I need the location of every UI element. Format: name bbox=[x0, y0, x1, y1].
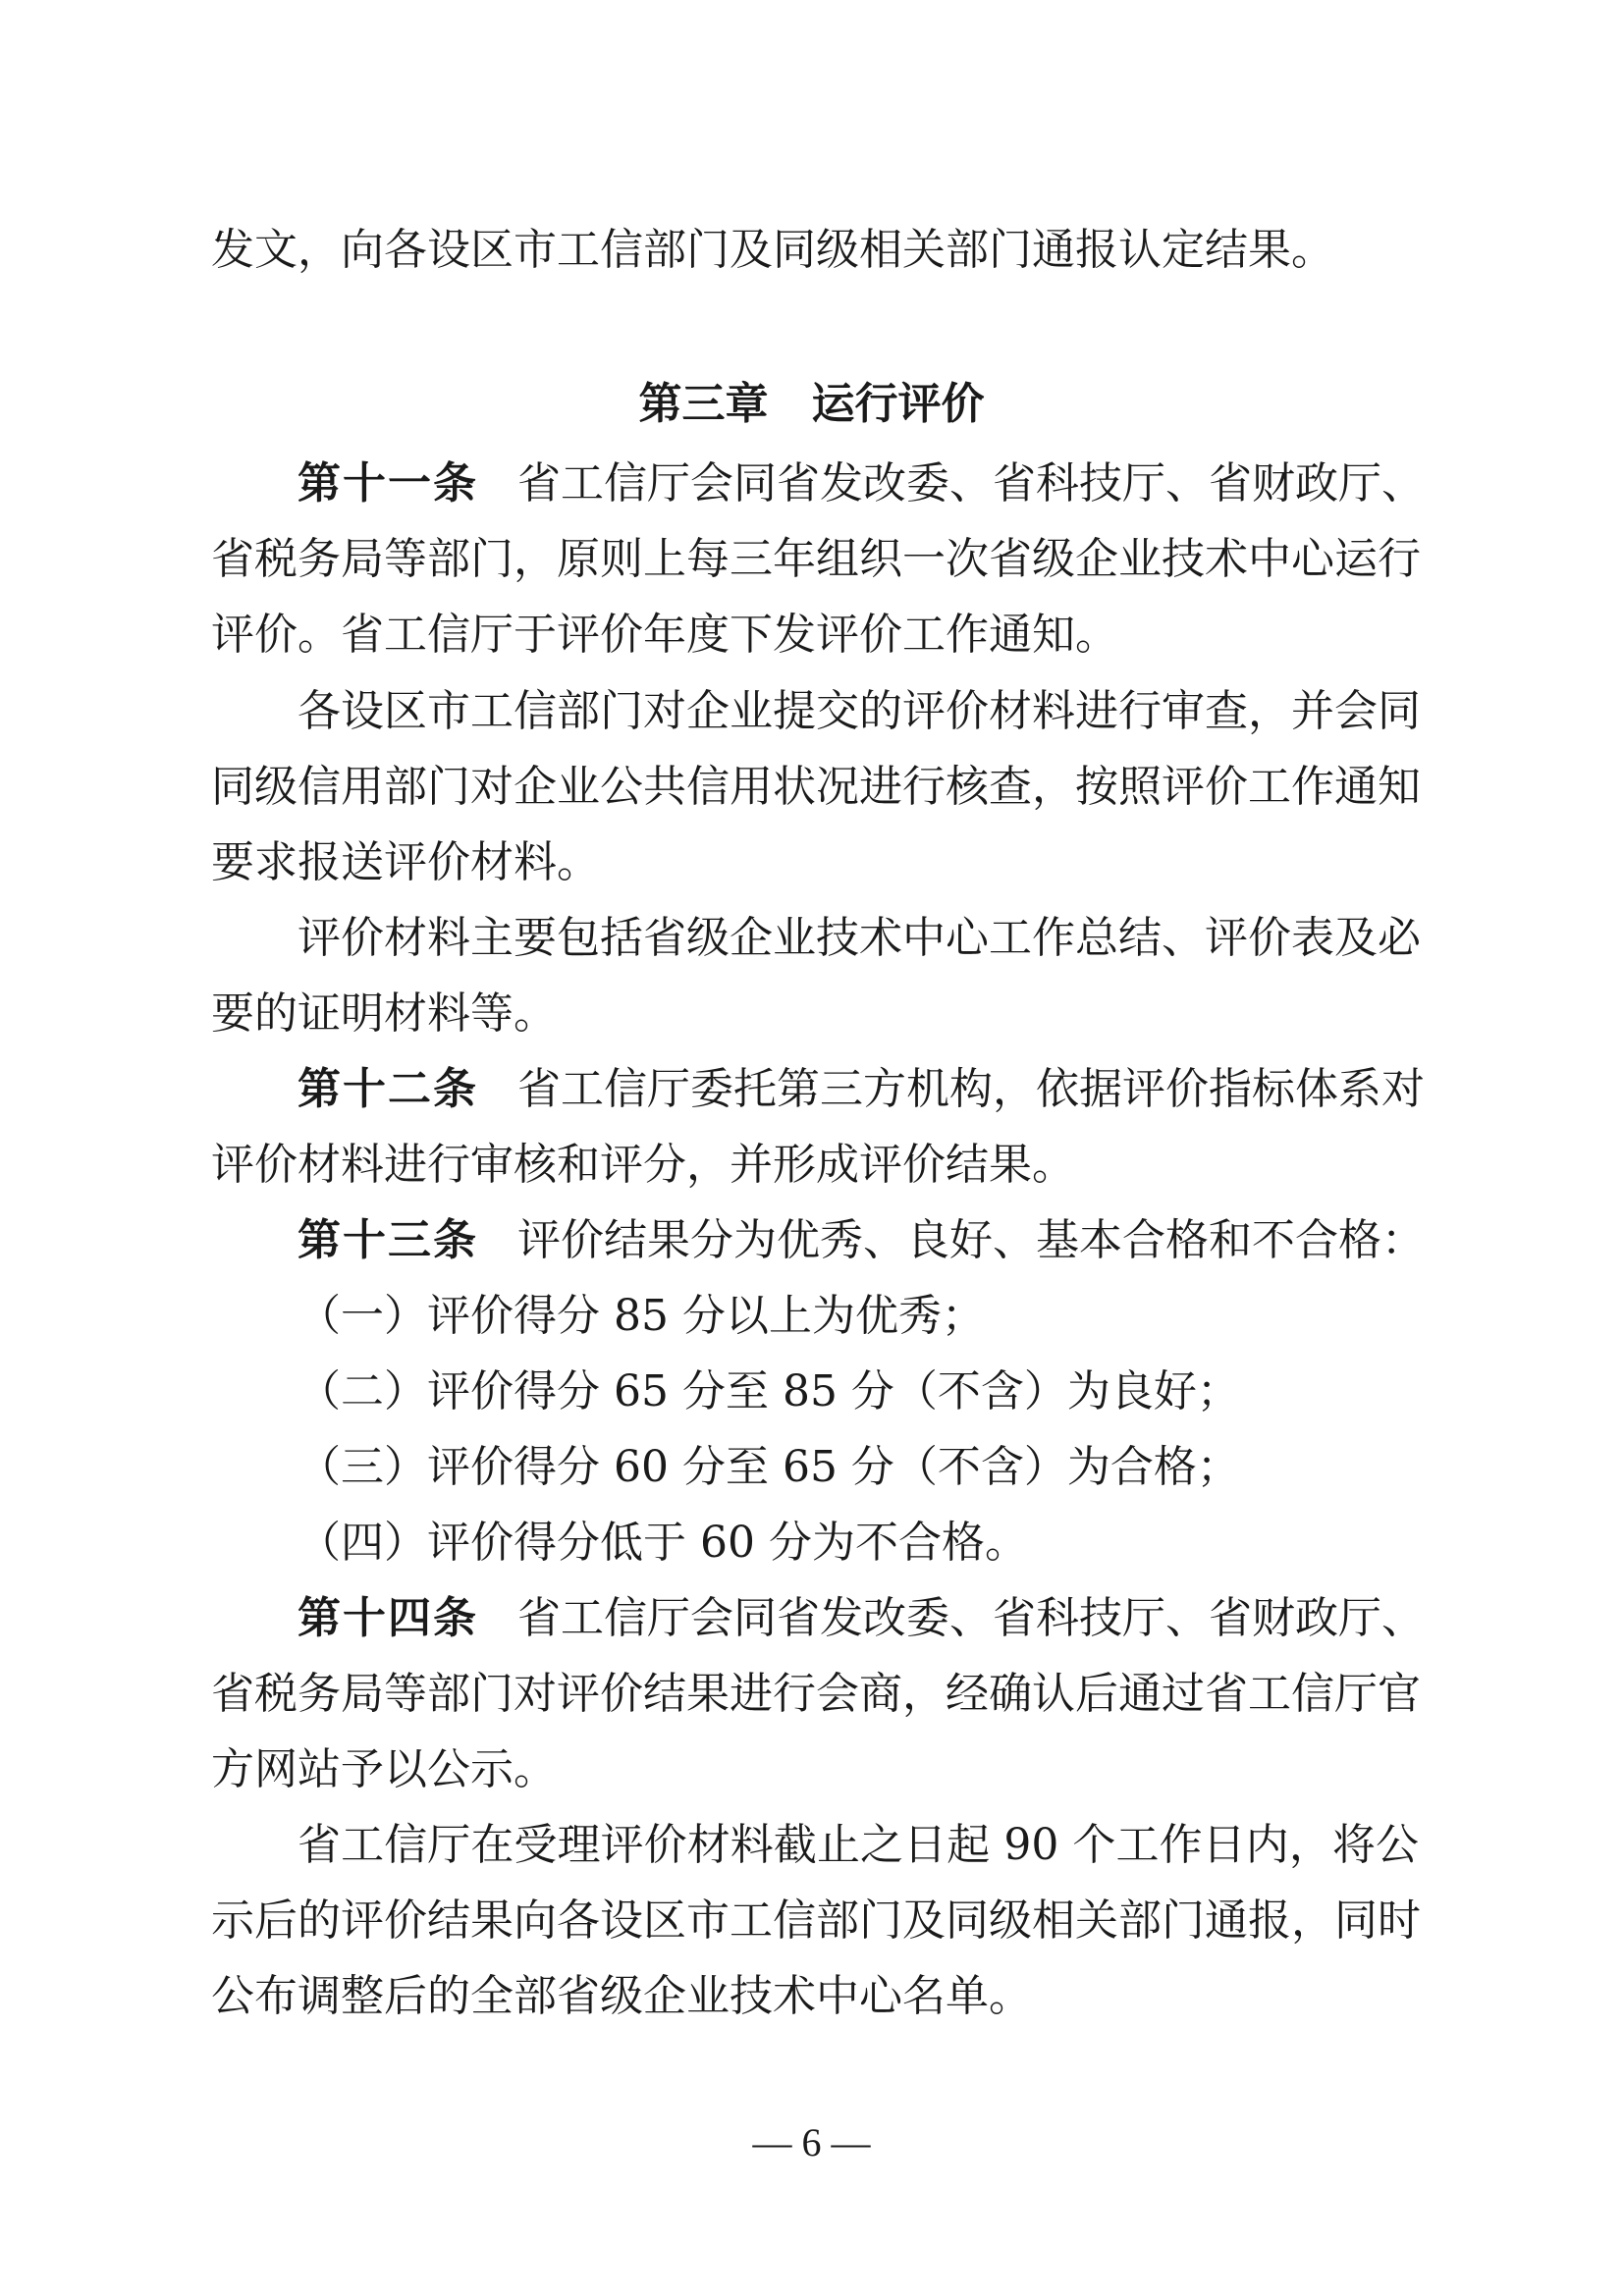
text-line: 评价。省工信厅于评价年度下发评价工作通知。 bbox=[211, 610, 1118, 660]
article-12-label: 第十二条 bbox=[298, 1064, 478, 1114]
text-line: 方网站予以公示。 bbox=[211, 1744, 557, 1794]
article-11-label: 第十一条 bbox=[298, 458, 478, 508]
page-number: — 6 — bbox=[752, 2120, 871, 2164]
article-14-label: 第十四条 bbox=[298, 1593, 478, 1643]
text-line: 评价材料主要包括省级企业技术中心工作总结、评价表及必 bbox=[298, 913, 1421, 963]
chapter-heading: 第三章 运行评价 bbox=[638, 379, 985, 429]
list-item: （一）评价得分 85 分以上为优秀； bbox=[298, 1291, 985, 1341]
article-12-first-line bbox=[298, 1060, 1425, 1119]
list-item: （三）评价得分 60 分至 65 分（不含）为合格； bbox=[298, 1442, 1240, 1492]
text-span: 省工信厅会同省发改委、省科技厅、省财政厅、 bbox=[517, 458, 1425, 508]
text-line: 要的证明材料等。 bbox=[211, 988, 557, 1039]
text-line: 省工信厅在受理评价材料截止之日起 90 个工作日内，将公 bbox=[298, 1820, 1419, 1870]
text-line: 示后的评价结果向各设区市工信部门及同级相关部门通报，同时 bbox=[211, 1896, 1421, 1946]
article-11-first-line bbox=[298, 454, 1425, 513]
text-line: 公布调整后的全部省级企业技术中心名单。 bbox=[211, 1971, 1032, 2021]
article-13-label: 第十三条 bbox=[298, 1215, 478, 1265]
text-line: 评价材料进行审核和评分，并形成评价结果。 bbox=[211, 1140, 1075, 1190]
text-line: 省税务局等部门对评价结果进行会商，经确认后通过省工信厅官 bbox=[211, 1669, 1421, 1719]
text-span: 省工信厅委托第三方机构，依据评价指标体系对 bbox=[517, 1064, 1425, 1114]
text-line: 要求报送评价材料。 bbox=[211, 837, 600, 887]
list-item: （二）评价得分 65 分至 85 分（不含）为良好； bbox=[298, 1366, 1240, 1416]
text-line: 发文，向各设区市工信部门及同级相关部门通报认定结果。 bbox=[211, 225, 1334, 275]
article-13-first-line bbox=[298, 1211, 1425, 1270]
text-span: 省工信厅会同省发改委、省科技厅、省财政厅、 bbox=[517, 1593, 1425, 1643]
list-item: （四）评价得分低于 60 分为不合格。 bbox=[298, 1518, 1028, 1568]
text-span: 评价结果分为优秀、良好、基本合格和不合格： bbox=[517, 1215, 1425, 1265]
article-14-first-line bbox=[298, 1589, 1425, 1648]
text-line: 省税务局等部门，原则上每三年组织一次省级企业技术中心运行 bbox=[211, 534, 1421, 584]
text-line: 同级信用部门对企业公共信用状况进行核查，按照评价工作通知 bbox=[211, 762, 1421, 812]
text-line: 各设区市工信部门对企业提交的评价材料进行审查，并会同 bbox=[298, 686, 1421, 736]
